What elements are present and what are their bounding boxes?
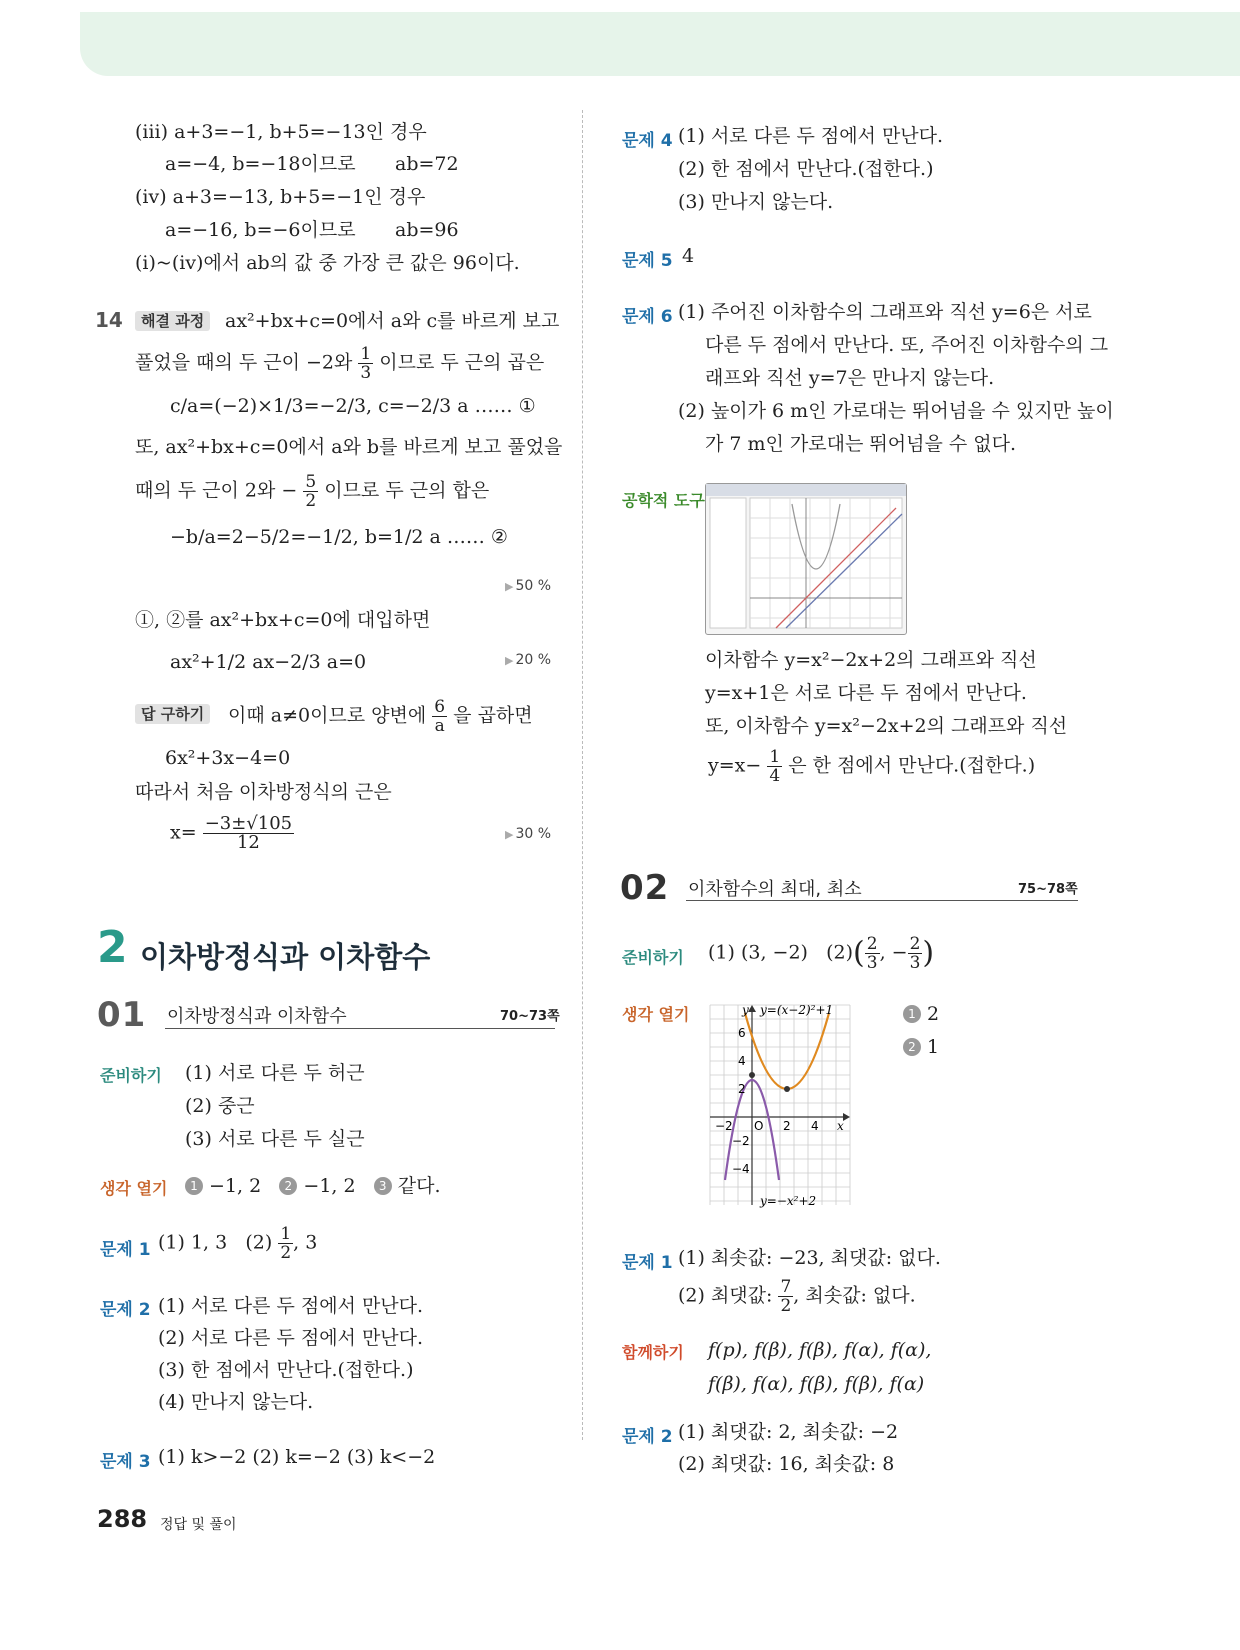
problem-5-answer: 4 bbox=[682, 245, 695, 267]
score-30: ▶ 30 % bbox=[505, 826, 551, 842]
problem-number: 14 bbox=[95, 308, 123, 332]
equation-1: c/a=(−2)×1/3=−2/3, c=−2/3 a …… ① bbox=[170, 395, 536, 417]
think-label-2: 생각 열기 bbox=[622, 1005, 690, 1024]
svg-text:6: 6 bbox=[738, 1026, 746, 1040]
subsection-02-rule bbox=[686, 900, 1078, 901]
tool-text-1: 이차함수 y=x²−2x+2의 그래프와 직선 bbox=[705, 649, 1037, 671]
subsection-01-number: 01 bbox=[97, 995, 147, 1035]
case-iii-ab: ab=72 bbox=[395, 153, 459, 175]
q1-item-1: (1) 최솟값: −23, 최댓값: 없다. bbox=[678, 1247, 941, 1269]
q14-line4: 때의 두 근이 2와 − $\frac{5}{2}$ 이므로 두 근의 합은 bbox=[135, 472, 490, 511]
problem-4-label: 문제 4 bbox=[622, 131, 673, 151]
together-label: 함께하기 bbox=[622, 1343, 684, 1362]
prep-label-2: 준비하기 bbox=[622, 948, 684, 967]
problem-3-label: 문제 3 bbox=[100, 1452, 151, 1472]
together-line-1: f(p), f(β), f(β), f(α), f(α), bbox=[708, 1339, 932, 1361]
problem-2-item-2: (2) 서로 다른 두 점에서 만난다. bbox=[158, 1327, 424, 1349]
section-number: 2 bbox=[97, 922, 128, 973]
page-number: 288 bbox=[97, 1505, 148, 1533]
problem-6-line-1b: 다른 두 점에서 만난다. 또, 주어진 이차함수의 그 bbox=[705, 334, 1109, 356]
tool-text-2: y=x+1은 서로 다른 두 점에서 만난다. bbox=[705, 682, 1027, 704]
score-20: ▶ 20 % bbox=[505, 652, 551, 668]
q14-line2: 풀었을 때의 두 근이 −2와 $\frac{1}{3}$ 이므로 두 근의 곱은 bbox=[135, 344, 545, 383]
problem-6-label: 문제 6 bbox=[622, 307, 673, 327]
case-iv-result: a=−16, b=−6이므로 bbox=[165, 219, 356, 241]
svg-text:O: O bbox=[754, 1119, 764, 1133]
case-iii-result: a=−4, b=−18이므로 bbox=[165, 153, 356, 175]
subsection-02-pages: 75~78쪽 bbox=[1018, 882, 1078, 897]
tool-text-3: 또, 이차함수 y=x²−2x+2의 그래프와 직선 bbox=[705, 715, 1068, 737]
header-banner bbox=[80, 12, 1240, 76]
section-title: 이차방정식과 이차함수 bbox=[140, 940, 431, 974]
q2-label: 문제 2 bbox=[622, 1427, 673, 1447]
q1-item-2: (2) 최댓값: $\frac{7}{2}$ , 최솟값: 없다. bbox=[678, 1277, 916, 1316]
answer-tag: 답 구하기 bbox=[135, 704, 210, 724]
prep-item-3: (3) 서로 다른 두 실근 bbox=[185, 1128, 365, 1150]
svg-text:y=(x−2)²+1: y=(x−2)²+1 bbox=[760, 1003, 834, 1017]
equation-5: x= $\frac{-3\pm√105}{12}$ bbox=[170, 813, 293, 853]
problem-6-line-1a: (1) 주어진 이차함수의 그래프와 직선 y=6은 서로 bbox=[678, 301, 1092, 323]
svg-text:−2: −2 bbox=[732, 1134, 750, 1148]
problem-1-label: 문제 1 bbox=[100, 1240, 151, 1260]
answer-line1: 이때 a≠0이므로 양변에 $\frac{6}{a}$ 을 곱하면 bbox=[228, 697, 533, 736]
subsection-02-number: 02 bbox=[620, 868, 670, 908]
tool-text-4: y=x− $\frac{1}{4}$ 은 한 점에서 만난다.(접한다.) bbox=[708, 747, 1036, 786]
svg-text:y=−x²+2: y=−x²+2 bbox=[760, 1194, 817, 1208]
equation-4: 6x²+3x−4=0 bbox=[165, 747, 291, 769]
svg-text:4: 4 bbox=[738, 1054, 746, 1068]
equation-2: −b/a=2−5/2=−1/2, b=1/2 a …… ② bbox=[170, 526, 508, 548]
svg-text:2: 2 bbox=[738, 1082, 746, 1096]
svg-text:−2: −2 bbox=[715, 1119, 733, 1133]
problem-2-label: 문제 2 bbox=[100, 1300, 151, 1320]
subsection-01-title: 이차방정식과 이차함수 bbox=[167, 1006, 347, 1027]
q14-line1: ax²+bx+c=0에서 a와 c를 바르게 보고 bbox=[225, 310, 560, 332]
problem-4-item-1: (1) 서로 다른 두 점에서 만난다. bbox=[678, 125, 944, 147]
subsection-02-title: 이차함수의 최대, 최소 bbox=[688, 879, 862, 900]
think-answer-2: 2 1 bbox=[903, 1035, 939, 1059]
parabola-graph bbox=[705, 1000, 885, 1210]
case-conclusion: (ⅰ)~(ⅳ)에서 ab의 값 중 가장 큰 값은 96이다. bbox=[135, 252, 520, 274]
problem-6-line-2a: (2) 높이가 6 m인 가로대는 뛰어넘을 수 있지만 높이 bbox=[678, 400, 1114, 422]
case-iv: (ⅳ) a+3=−13, b+5=−1인 경우 bbox=[135, 186, 426, 208]
prep-item-2: (2) 중근 bbox=[185, 1095, 255, 1117]
q14-line3: 또, ax²+bx+c=0에서 a와 b를 바르게 보고 풀었을 bbox=[135, 436, 563, 458]
subsection-01-pages: 70~73쪽 bbox=[500, 1009, 560, 1024]
svg-text:y: y bbox=[742, 1003, 749, 1017]
case-iii: (ⅲ) a+3=−1, b+5=−13인 경우 bbox=[135, 121, 427, 143]
column-divider bbox=[582, 110, 583, 1440]
think-answers: 1 −1, 2 2 −1, 2 3 같다. bbox=[185, 1174, 441, 1198]
together-line-2: f(β), f(α), f(β), f(β), f(α) bbox=[708, 1373, 925, 1395]
solve-process-tag: 해결 과정 bbox=[135, 311, 210, 331]
problem-4-item-2: (2) 한 점에서 만난다.(접한다.) bbox=[678, 158, 934, 180]
problem-6-line-2b: 가 7 m인 가로대는 뛰어넘을 수 없다. bbox=[705, 433, 1016, 455]
svg-text:x: x bbox=[837, 1119, 844, 1133]
problem-6-line-1c: 래프와 직선 y=7은 만나지 않는다. bbox=[705, 367, 995, 389]
tool-label: 공학적 도구 bbox=[622, 491, 705, 510]
prep-label: 준비하기 bbox=[100, 1066, 162, 1085]
substitution-line: ①, ②를 ax²+bx+c=0에 대입하면 bbox=[135, 609, 431, 631]
equation-3: ax²+1/2 ax−2/3 a=0 bbox=[170, 651, 367, 673]
think-label: 생각 열기 bbox=[100, 1179, 168, 1198]
problem-2-item-3: (3) 한 점에서 만난다.(접한다.) bbox=[158, 1359, 414, 1381]
svg-text:2: 2 bbox=[783, 1119, 791, 1133]
problem-4-item-3: (3) 만나지 않는다. bbox=[678, 191, 834, 213]
svg-text:−4: −4 bbox=[732, 1162, 750, 1176]
answer-line2: 따라서 처음 이차방정식의 근은 bbox=[135, 781, 392, 803]
problem-1-answer: (1) 1, 3 (2) $\frac{1}{2}$ , 3 bbox=[158, 1224, 318, 1263]
problem-2-item-1: (1) 서로 다른 두 점에서 만난다. bbox=[158, 1295, 424, 1317]
problem-5-label: 문제 5 bbox=[622, 251, 673, 271]
software-screenshot-image bbox=[706, 484, 906, 634]
q1-label: 문제 1 bbox=[622, 1253, 673, 1273]
problem-2-item-4: (4) 만나지 않는다. bbox=[158, 1391, 314, 1413]
q2-item-2: (2) 최댓값: 16, 최솟값: 8 bbox=[678, 1453, 895, 1475]
software-screenshot bbox=[705, 483, 907, 635]
prep-answers-2: (1) (3, −2) (2)( $\frac{2}{3}$ , − $\frac{2}{3}$ ) bbox=[708, 934, 935, 973]
svg-text:4: 4 bbox=[811, 1119, 819, 1133]
subsection-01-rule bbox=[165, 1028, 555, 1029]
score-50: ▶ 50 % bbox=[505, 578, 551, 594]
problem-3-answer: (1) k>−2 (2) k=−2 (3) k<−2 bbox=[158, 1446, 436, 1468]
footer-text: 정답 및 풀이 bbox=[160, 1517, 237, 1533]
think-answer-1: 1 2 bbox=[903, 1002, 939, 1026]
prep-item-1: (1) 서로 다른 두 허근 bbox=[185, 1062, 365, 1084]
case-iv-ab: ab=96 bbox=[395, 219, 459, 241]
q2-item-1: (1) 최댓값: 2, 최솟값: −2 bbox=[678, 1421, 899, 1443]
